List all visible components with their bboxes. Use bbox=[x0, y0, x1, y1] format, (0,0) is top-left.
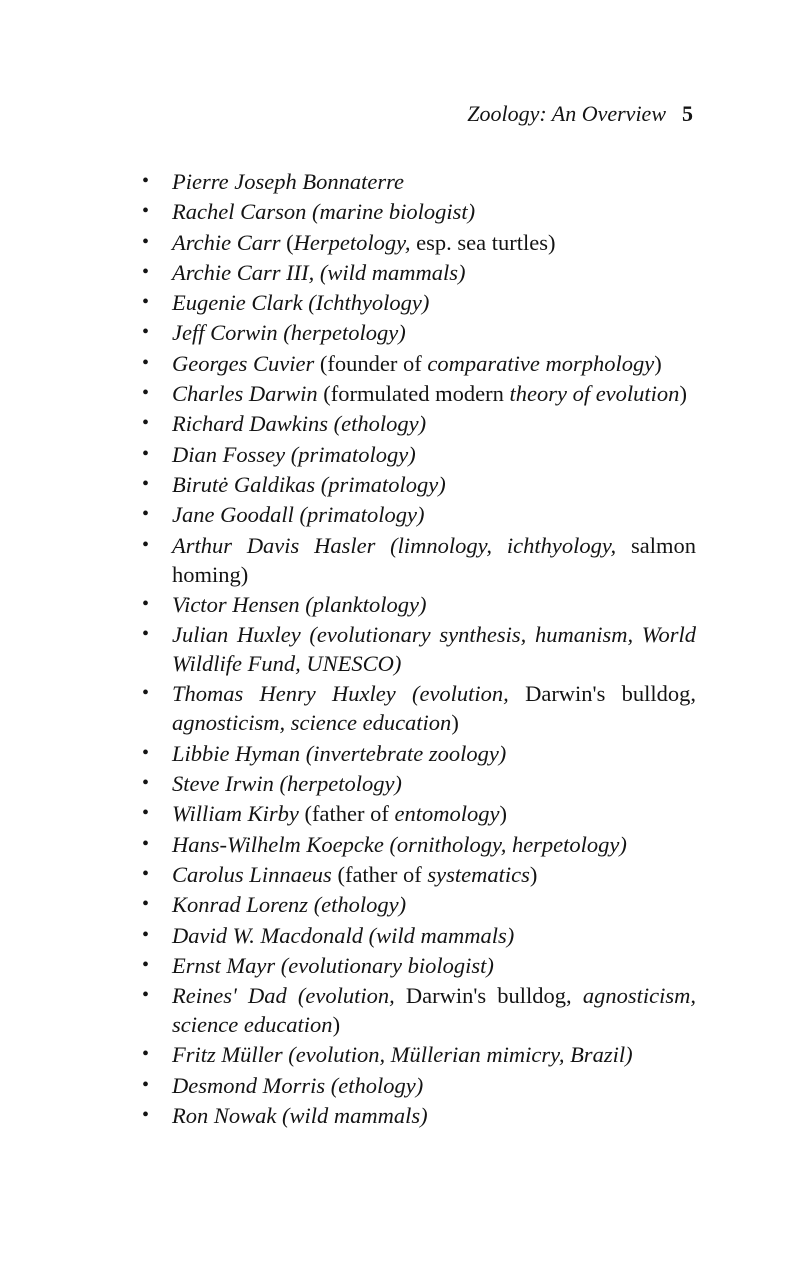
entry-text: Jeff Corwin (herpetology) bbox=[172, 320, 406, 346]
list-item bbox=[0, 409, 696, 438]
zoologist-list bbox=[0, 167, 787, 1131]
entry-text: Richard Dawkins (ethology) bbox=[172, 411, 427, 437]
running-head-title: Zoology: An Overview bbox=[467, 101, 666, 126]
entry-text: (founder of bbox=[319, 350, 428, 376]
list-item bbox=[0, 830, 696, 859]
list-item bbox=[0, 739, 696, 768]
list-item bbox=[0, 318, 696, 347]
entry-text: ) bbox=[451, 710, 459, 736]
list-item bbox=[0, 951, 696, 980]
entry-text: Steve Irwin (herpetology) bbox=[172, 771, 402, 797]
bullet-icon: • bbox=[142, 1104, 150, 1127]
entry-text: Archie Carr III, (wild mammals) bbox=[172, 259, 466, 285]
entry-text: comparative morphology bbox=[427, 350, 655, 376]
bullet-icon: • bbox=[142, 533, 150, 556]
entry-text: Thomas Henry Huxley (evolution, bbox=[172, 681, 526, 707]
entry-text: Libbie Hyman (invertebrate zoology) bbox=[172, 740, 507, 766]
bullet-icon: • bbox=[142, 351, 150, 374]
entry-text: systematics bbox=[427, 861, 530, 887]
entry-text: Darwin's bulldog, bbox=[525, 681, 696, 707]
bullet-icon: • bbox=[142, 503, 150, 526]
entry-text: (father of bbox=[337, 861, 428, 887]
entry-text: Archie Carr bbox=[172, 229, 287, 255]
entry-text: Reines' Dad (evolution, bbox=[172, 983, 406, 1009]
bullet-icon: • bbox=[142, 260, 150, 283]
bullet-icon: • bbox=[142, 893, 150, 916]
bullet-icon: • bbox=[142, 923, 150, 946]
list-item bbox=[0, 440, 696, 469]
entry-text: Victor Hensen (planktology) bbox=[172, 591, 427, 617]
bullet-icon: • bbox=[142, 623, 150, 646]
list-item bbox=[0, 288, 696, 317]
entry-text: Arthur Davis Hasler (limnology, ichthyology, bbox=[172, 532, 631, 558]
list-item bbox=[0, 890, 696, 919]
entry-text: Eugenie Clark (Ichthyology) bbox=[172, 290, 430, 316]
entry-text: Pierre Joseph Bonnaterre bbox=[172, 169, 405, 194]
bullet-icon: • bbox=[142, 291, 150, 314]
entry-text: esp. sea turtles) bbox=[410, 229, 556, 255]
list-item bbox=[0, 679, 696, 737]
bullet-icon: • bbox=[142, 984, 150, 1007]
entry-text: ( bbox=[286, 229, 294, 255]
entry-text: agnosticism, science education bbox=[172, 710, 452, 736]
bullet-icon: • bbox=[142, 442, 150, 465]
running-head bbox=[467, 100, 693, 128]
bullet-icon: • bbox=[142, 321, 150, 344]
entry-text: salmon homing) bbox=[172, 532, 696, 587]
entry-text: Fritz Müller (evolution, Müllerian mimicry, Brazil) bbox=[172, 1042, 633, 1068]
entry-text: (formulated modern bbox=[323, 381, 510, 407]
entry-text: entomology bbox=[394, 801, 500, 827]
bullet-icon: • bbox=[142, 592, 150, 615]
entry-text: ) bbox=[654, 350, 662, 376]
bullet-icon: • bbox=[142, 382, 150, 405]
list-item bbox=[0, 860, 696, 889]
entry-text: Herpetology, bbox=[293, 229, 411, 255]
entry-text: Konrad Lorenz (ethology) bbox=[172, 892, 407, 918]
list-item bbox=[0, 500, 696, 529]
entry-text: (father of bbox=[304, 801, 395, 827]
bullet-icon: • bbox=[142, 1043, 150, 1066]
page-number: 5 bbox=[682, 101, 693, 126]
bullet-icon: • bbox=[142, 472, 150, 495]
list-item bbox=[0, 769, 696, 798]
entry-text: Hans-Wilhelm Koepcke (ornithology, herpetology) bbox=[172, 831, 627, 857]
entry-text: Darwin's bulldog, bbox=[405, 983, 583, 1009]
bullet-icon: • bbox=[142, 862, 150, 885]
list-item bbox=[0, 197, 696, 226]
entry-text: Charles Darwin bbox=[172, 381, 324, 407]
entry-text: William Kirby bbox=[172, 801, 305, 827]
bullet-icon: • bbox=[142, 772, 150, 795]
list-item bbox=[0, 349, 696, 378]
list-item bbox=[0, 981, 696, 1039]
entry-text: Georges Cuvier bbox=[172, 350, 320, 376]
list-item bbox=[0, 228, 696, 257]
list-item bbox=[0, 799, 696, 828]
list-item bbox=[0, 167, 696, 196]
entry-text: agnosticism, science education bbox=[172, 983, 696, 1038]
bullet-icon: • bbox=[142, 682, 150, 705]
entry-text: theory of evolution bbox=[509, 381, 680, 407]
bullet-icon: • bbox=[142, 412, 150, 435]
bullet-icon: • bbox=[142, 200, 150, 223]
entry-text: ) bbox=[529, 861, 538, 887]
list-item bbox=[0, 379, 696, 408]
list-item bbox=[0, 921, 696, 950]
list-item bbox=[0, 531, 696, 589]
bullet-icon: • bbox=[142, 741, 150, 764]
bullet-icon: • bbox=[142, 170, 150, 192]
list-item bbox=[0, 590, 696, 619]
bullet-icon: • bbox=[142, 230, 150, 253]
list-item bbox=[0, 1101, 696, 1130]
bullet-icon: • bbox=[142, 953, 150, 976]
entry-text: ) bbox=[332, 1012, 341, 1038]
list-item bbox=[0, 258, 696, 287]
entry-text: Carolus Linnaeus bbox=[172, 861, 338, 887]
list-item bbox=[0, 1040, 696, 1069]
entry-text: Desmond Morris (ethology) bbox=[172, 1072, 424, 1098]
entry-text: David W. Macdonald (wild mammals) bbox=[172, 922, 515, 948]
entry-text: Ernst Mayr (evolutionary biologist) bbox=[172, 952, 494, 978]
list-item bbox=[0, 470, 696, 499]
bullet-icon: • bbox=[142, 832, 150, 855]
entry-text: Dian Fossey (primatology) bbox=[172, 441, 416, 467]
entry-text: Rachel Carson (marine biologist) bbox=[172, 199, 476, 225]
entry-text: ) bbox=[499, 801, 507, 827]
entry-text: Jane Goodall (primatology) bbox=[172, 502, 425, 528]
entry-text: ) bbox=[679, 381, 687, 407]
list-item bbox=[0, 620, 696, 678]
entry-text: Ron Nowak (wild mammals) bbox=[172, 1103, 428, 1129]
bullet-icon: • bbox=[142, 1073, 150, 1096]
bullet-icon: • bbox=[142, 802, 150, 825]
list-item bbox=[0, 1071, 696, 1100]
entry-text: Birutė Galdikas (primatology) bbox=[172, 471, 446, 497]
entry-text: Julian Huxley (evolutionary synthesis, humanism, World Wildlife Fund, UNESCO) bbox=[172, 622, 696, 677]
